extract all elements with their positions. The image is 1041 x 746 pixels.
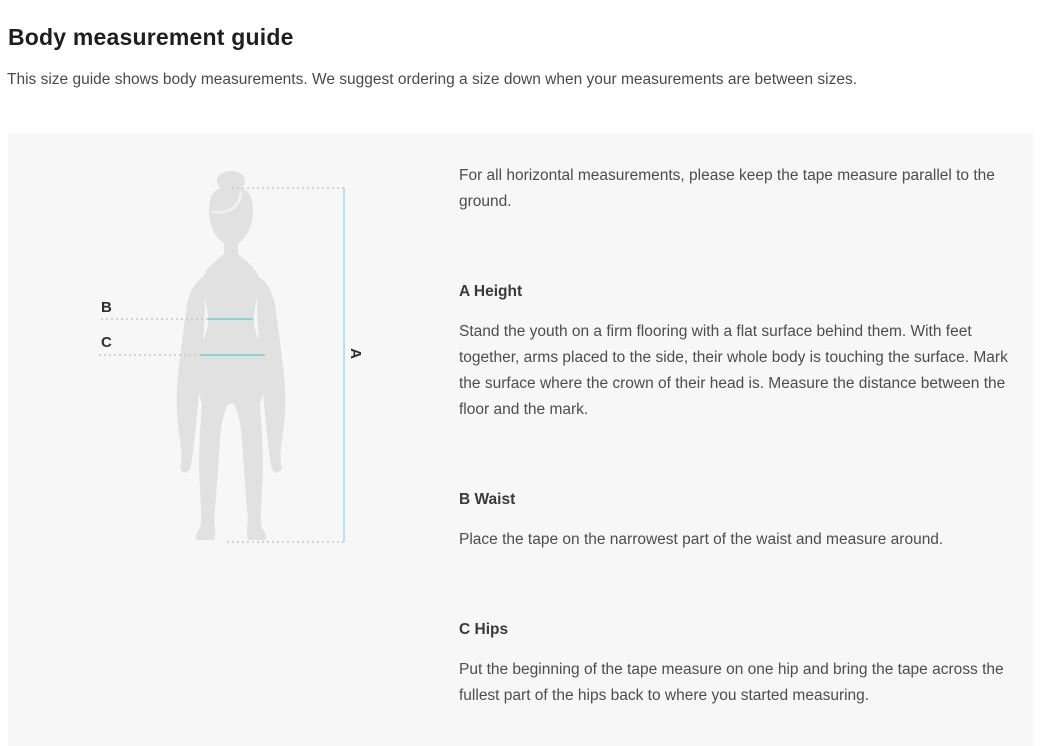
section-heading-waist: B Waist (459, 491, 516, 508)
section-heading-height: A Height (459, 283, 523, 300)
label-b-waist: B (101, 299, 113, 316)
label-a-height: A (347, 348, 364, 360)
page-title: Body measurement guide (8, 24, 294, 51)
intro-note: For all horizontal measurements, please keep the tape measure parallel to the ground. (459, 167, 995, 210)
section-body-hips: Put the beginning of the tape measure on one hip and bring the tape across the fullest part of the hips back to where you started measuring. (459, 661, 1004, 704)
page-subtitle: This size guide shows body measurements. We suggest ordering a size down when your measurements are between sizes. (7, 71, 858, 88)
instructions-column (459, 163, 1029, 709)
body-measurement-diagram (8, 133, 448, 746)
figure-head (209, 186, 253, 246)
section-body-height: Stand the youth on a firm flooring with a flat surface behind them. With feet together, arms placed to the side, their whole body is touching the surface. Mark the surface where the crown of their head is. Measure the distance between the floor and the mark. (459, 323, 1008, 418)
section-heading-hips: C Hips (459, 621, 509, 638)
figure-body (196, 236, 266, 540)
measurement-guide-panel (8, 133, 1033, 746)
label-c-hips: C (101, 334, 113, 351)
section-body-waist: Place the tape on the narrowest part of the waist and measure around. (459, 531, 944, 548)
